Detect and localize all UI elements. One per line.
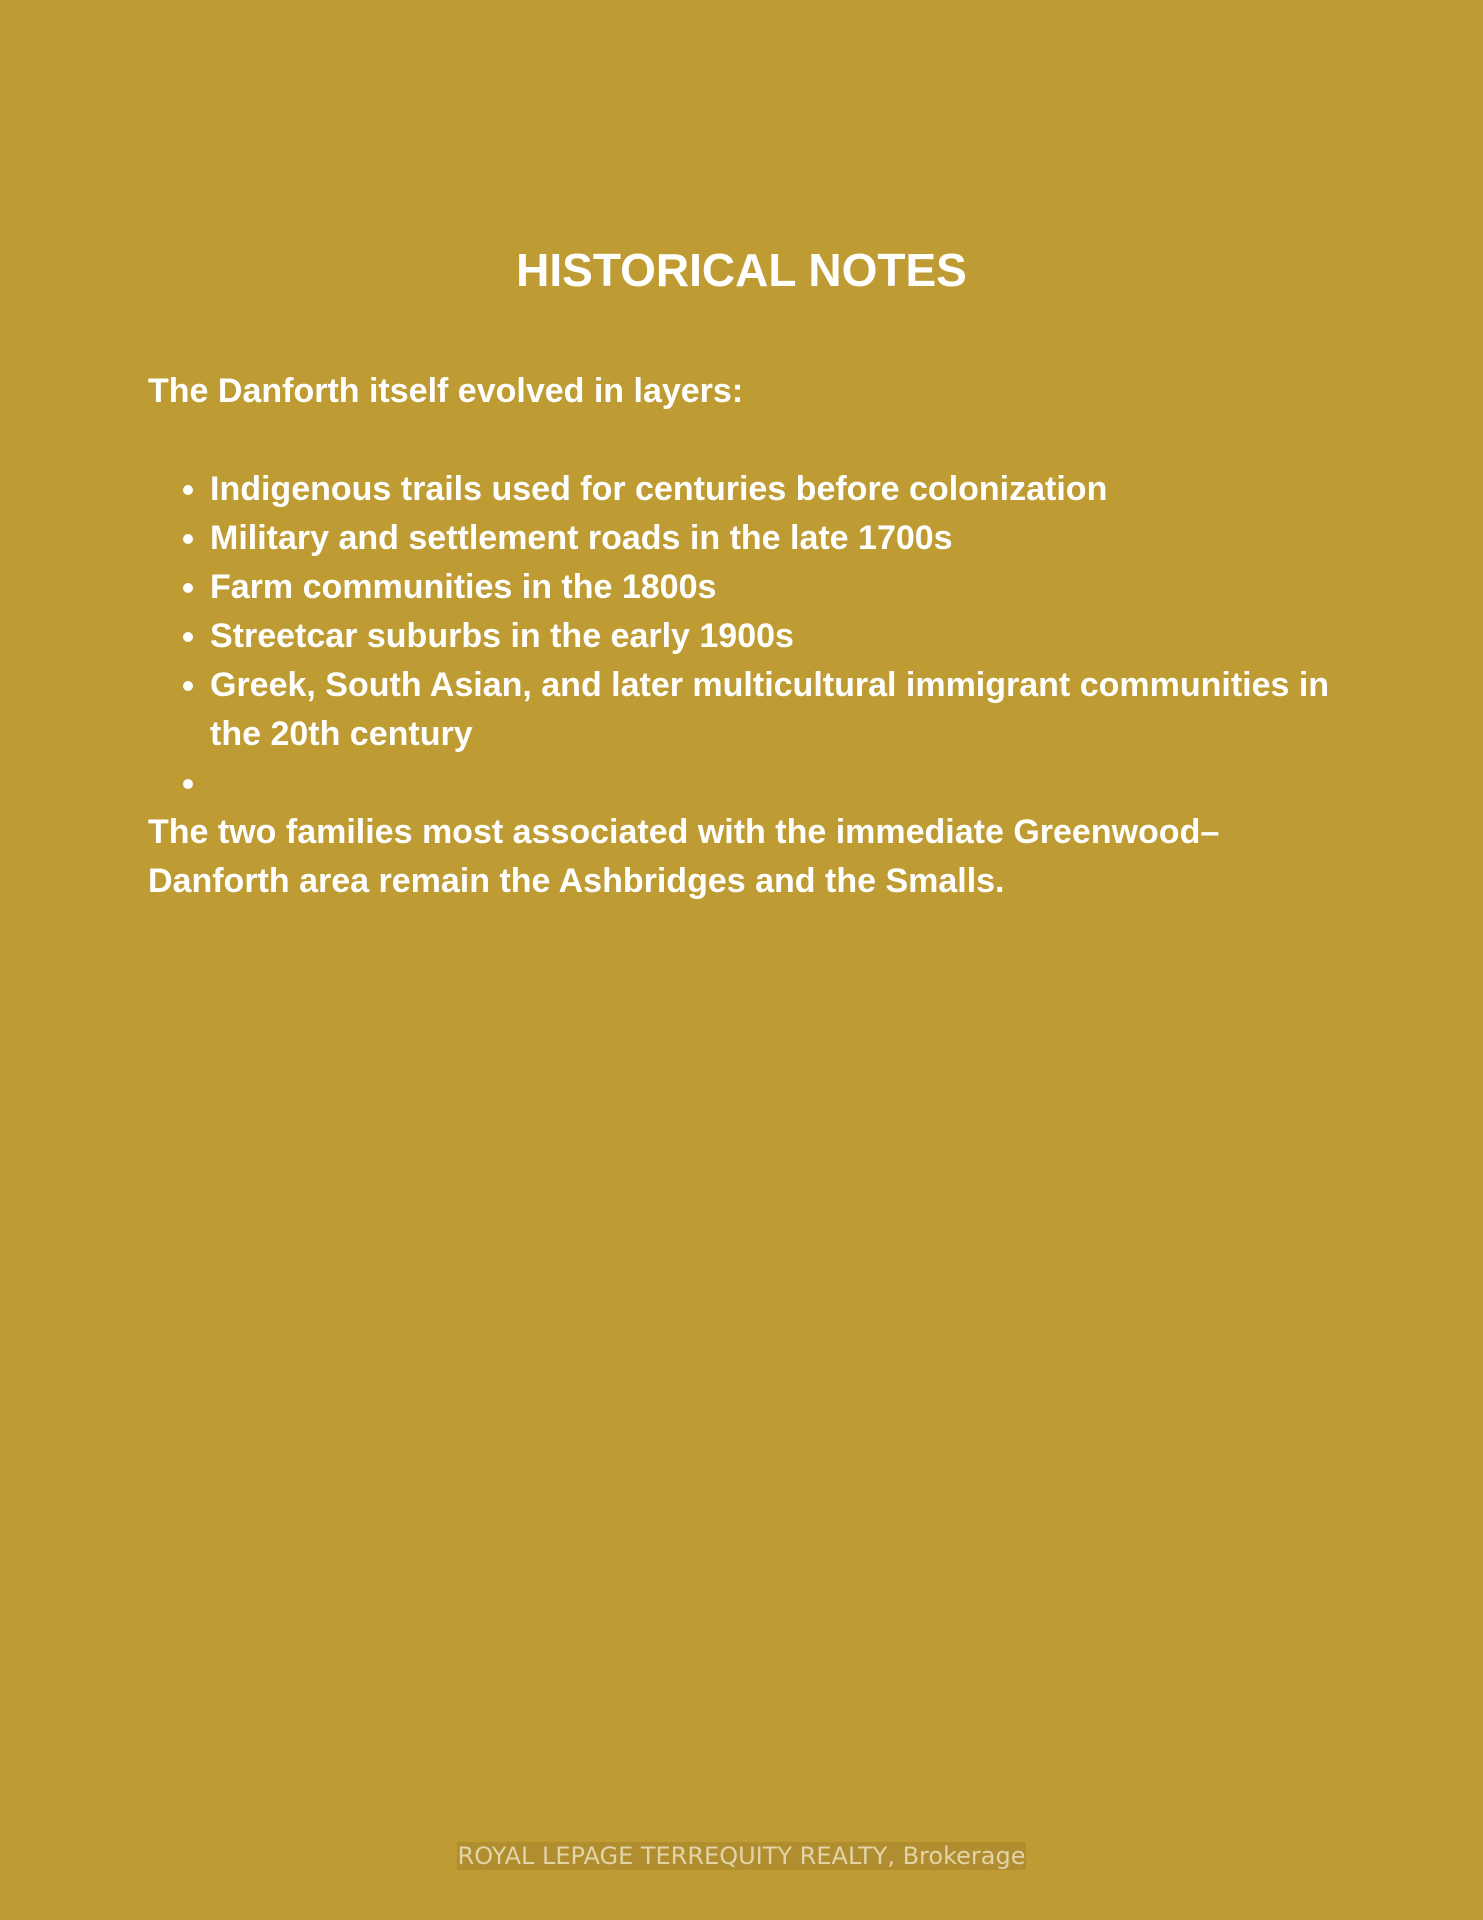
list-item: • Indigenous trails used for centuries before colonization [210,465,1348,514]
list-item: • Streetcar suburbs in the early 1900s [210,612,1348,661]
list-item: • Military and settlement roads in the late 1700s [210,514,1348,563]
list-item: • Farm communities in the 1800s [210,563,1348,612]
intro-paragraph: The Danforth itself evolved in layers: [148,372,744,410]
list-item: • Greek, South Asian, and later multicultural immigrant communities in the 20th century [210,661,1348,759]
history-layers-list [148,465,1348,808]
closing-paragraph: The two families most associated with the immediate Greenwood–Danforth area remain the Ashbridges and the Smalls. [148,813,1220,900]
list-item-empty [210,759,1348,808]
footer [0,1840,1483,1872]
brokerage-footer-text: ROYAL LEPAGE TERREQUITY REALTY, Brokerage [457,1842,1026,1870]
page-title: HISTORICAL NOTES [516,244,967,296]
